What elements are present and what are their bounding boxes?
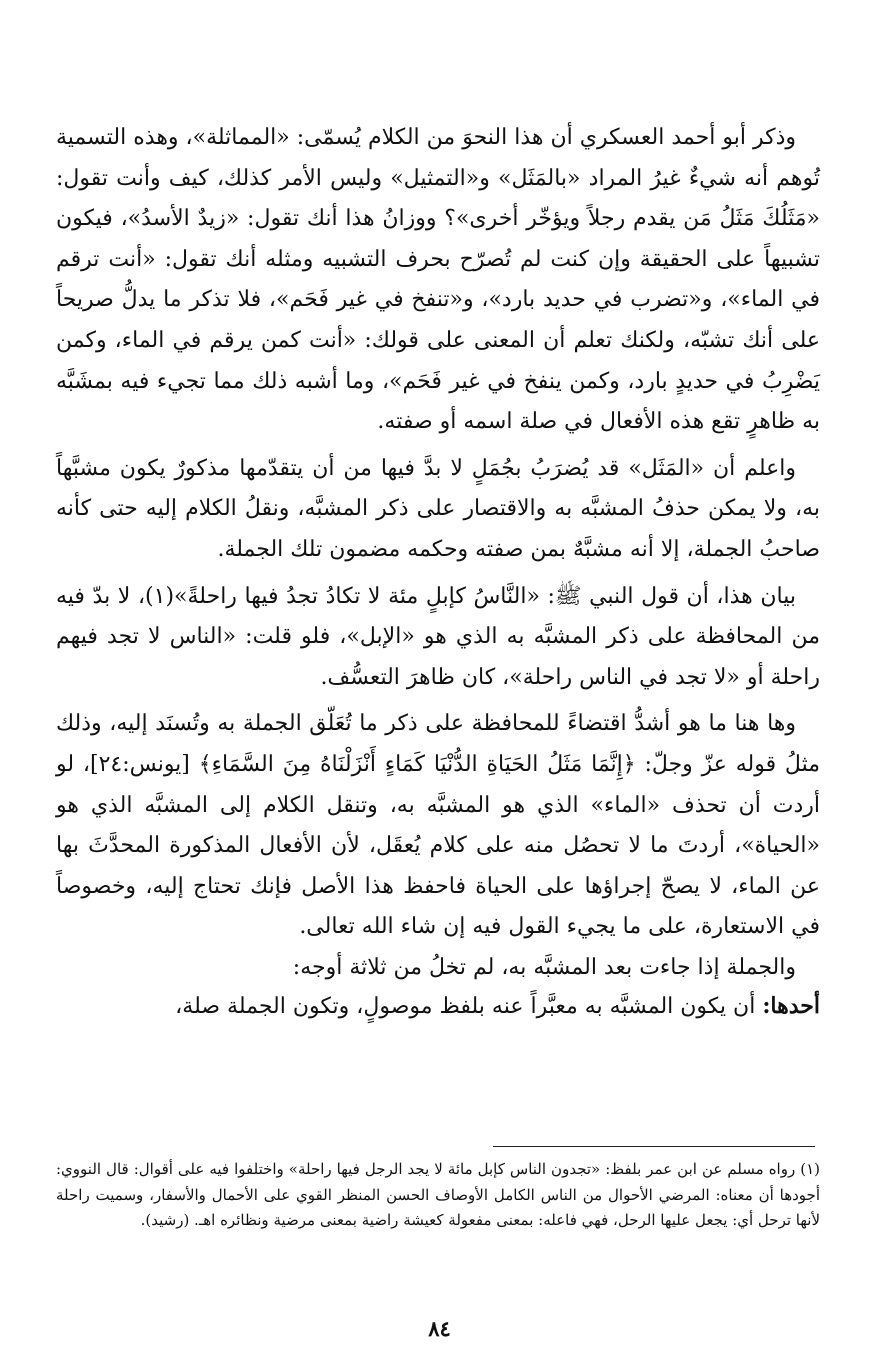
paragraph-hadith: بيان هذا، أن قول النبي ﷺ: «النَّاسُ كإبلٍ مئة لا تكادُ تجدُ فيها راحلةً»(١)، لا بدّ فيه من المحافظة على ذكر المشبَّه به الذي هو «الإبل»، فلو قلت: «الناس لا تجد فيهم راحلة أو «لا تجد في الناس راحلة»، كان ظاهرَ التعسُّف. [56,583,820,690]
main-text [56,118,820,1028]
page-number: ٨٤ [428,1316,451,1341]
footnote-separator [493,1146,815,1147]
footnote-1: (١) رواه مسلم عن ابن عمر بلفظ: «تجدون الناس كإبل مائة لا يجد الرجل فيها راحلة» واختلفوا فيه على أقوال: قال النووي: أجودها أن معناه: المرضي الأحوال من الناس الكامل الأوصاف الحسن المنظر القوي على الأحمال والأسفار، وسميت راحلة لأنها ترحل أي: يجعل عليها الرحل، فهي فاعله: بمعنى مفعولة كعيشة راضية بمعنى مرضية ونظائره اهـ. (رشيد). [56,1160,820,1229]
paragraph-three-ways: والجملة إذا جاءت بعد المشبَّه به، لم تخلُ من ثلاثة أوجه: [292,954,796,980]
paragraph-first-way [56,986,820,1028]
paragraph-mathal: واعلم أن «المَثَل» قد يُضرَبُ بجُمَلٍ لا بدَّ فيها من أن يتقدّمها مذكورٌ يكون مشبَّهاً به، ولا يمكن حذفُ المشبَّه به والاقتصار على ذكر المشبَّه، ونقلُ الكلام إليه حتى كأنه صاحبُ الجملة، إلا أنه مشبَّهٌ بمن صفته وحكمه مضمون تلك الجملة. [56,455,820,562]
first-way-text: أن يكون المشبَّه به معبَّراً عنه بلفظ موصولٍ، وتكون الجملة صلة، [175,994,763,1020]
first-way-label: أحدها: [762,993,820,1020]
footnotes [56,1157,820,1234]
paragraph-askari: وذكر أبو أحمد العسكري أن هذا النحوَ من الكلام يُسمّى: «المماثلة»، وهذه التسمية تُوهم أنه شيءٌ غيرُ المراد «بالمَثَل» و«التمثيل» وليس الأمر كذلك، كيف وأنت تقول: «مَثَلُكَ مَثَلُ مَن يقدم رجلاً ويؤخّر أخرى»؟ ووزانُ هذا أنك تقول: «زيدٌ الأسدُ»، فيكون تشبيهاً على الحقيقة وإن كنت لم تُصرّح بحرف التشبيه ومثله أنك تقول: «أنت ترقم في الماء»، و«تضرب في حديد بارد»، و«تنفخ في غير فَحَم»، فلا تذكر ما يدلُّ صريحاً على أنك تشبّه، ولكنك تعلم أن المعنى على قولك: «أنت كمن يرقم في الماء، وكمن يَضْرِبُ في حديدٍ بارد، وكمن ينفخ في غير فَحَم»، وما أشبه ذلك مما تجيء فيه بمشَبَّه به ظاهرٍ تقع هذه الأفعال في صلة اسمه أو صفته. [56,125,820,435]
paragraph-quran: وها هنا ما هو أشدُّ اقتضاءً للمحافظة على ذكر ما تُعَلّق الجملة به وتُسنَد إليه، وذلك مثلُ قوله عزّ وجلّ: ﴿إِنَّمَا مَثَلُ الحَيَاةِ الدُّنْيَا كَمَاءٍ أَنْزَلْنَاهُ مِنَ السَّمَاءِ﴾ [يونس:٢٤]، لو أردت أن تحذف «الماء» الذي هو المشبَّه به، وتنقل الكلام إلى المشبَّه الذي هو «الحياة»، أردتَ ما لا تحصُل منه على كلام يُعقَل، لأن الأفعال المذكورة المحدَّثَ بها عن الماء، لا يصحّ إجراؤها على الحياة فاحفظ هذا الأصل فإنك تحتاج إليه، وخصوصاً في الاستعارة، على ما يجيء القول فيه إن شاء الله تعالى. [56,711,821,940]
